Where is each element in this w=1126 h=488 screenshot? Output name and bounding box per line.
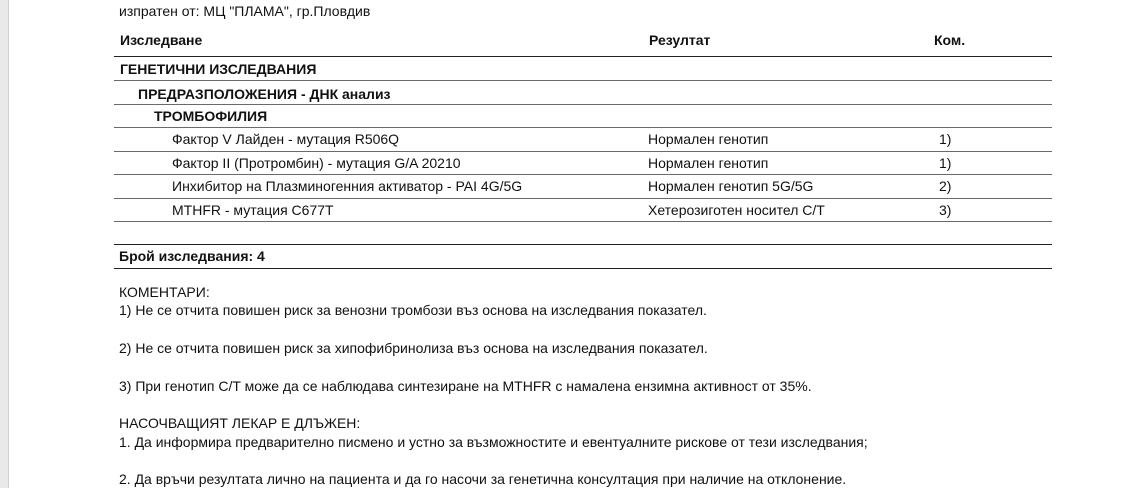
header-result: Резултат: [649, 32, 711, 48]
count-top-divider: [114, 244, 1052, 245]
row-divider: [114, 104, 1052, 105]
table-row-name: Фактор V Лайден - мутация R506Q: [172, 131, 400, 147]
comments-title: КОМЕНТАРИ:: [119, 284, 210, 300]
group-title: ТРОМБОФИЛИЯ: [154, 108, 268, 124]
study-count: Брой изследвания: 4: [119, 248, 265, 264]
table-row-comment: 3): [939, 202, 952, 218]
comment-item: 3) При генотип C/T може да се наблюдава синтезиране на MTHFR с намалена ензимна активност от 35%.: [119, 378, 812, 394]
table-row-name: Инхибитор на Плазминогенния активатор - PAI 4G/5G: [172, 178, 523, 194]
table-row-result: Хетерозиготен носител C/T: [648, 202, 825, 218]
doctor-item: 1. Да информира предварително писмено и устно за възможностите и евентуалните рискове от тези изследвания;: [119, 434, 868, 450]
category-title: ГЕНЕТИЧНИ ИЗСЛЕДВАНИЯ: [120, 61, 317, 77]
row-divider: [114, 151, 1052, 152]
row-divider: [114, 221, 1052, 222]
sender-line: изпратен от: МЦ "ПЛАМА", гр.Пловдив: [119, 3, 371, 19]
row-divider: [114, 127, 1052, 128]
comment-item: 2) Не се отчита повишен риск за хипофибринолиза въз основа на изследвания показател.: [119, 340, 708, 356]
row-divider: [114, 80, 1052, 81]
row-divider: [114, 198, 1052, 199]
header-comment: Ком.: [934, 32, 966, 48]
row-divider: [114, 174, 1052, 175]
comment-item: 1) Не се отчита повишен риск за венозни тромбози въз основа на изследвания показател.: [119, 302, 707, 318]
subcategory-title: ПРЕДРАЗПОЛОЖЕНИЯ - ДНК анализ: [138, 86, 391, 102]
table-row-comment: 1): [939, 155, 952, 171]
table-row-comment: 2): [939, 178, 952, 194]
doctor-item: 2. Да връчи резултата лично на пациента и да го насочи за генетична консултация при наличие на отклонение.: [119, 471, 847, 487]
header-study: Изследване: [120, 32, 203, 48]
table-row-name: MTHFR - мутация C677T: [172, 202, 334, 218]
doctor-title: НАСОЧВАЩИЯТ ЛЕКАР Е ДЛЪЖЕН:: [119, 415, 361, 431]
table-row-result: Нормален генотип 5G/5G: [648, 178, 814, 194]
table-row-comment: 1): [939, 131, 952, 147]
page-left-edge: [0, 0, 9, 488]
header-divider: [114, 56, 1052, 57]
table-row-result: Нормален генотип: [648, 131, 769, 147]
table-row-name: Фактор II (Протромбин) - мутация G/A 20210: [172, 155, 461, 171]
count-bottom-divider: [114, 268, 1052, 269]
table-row-result: Нормален генотип: [648, 155, 769, 171]
